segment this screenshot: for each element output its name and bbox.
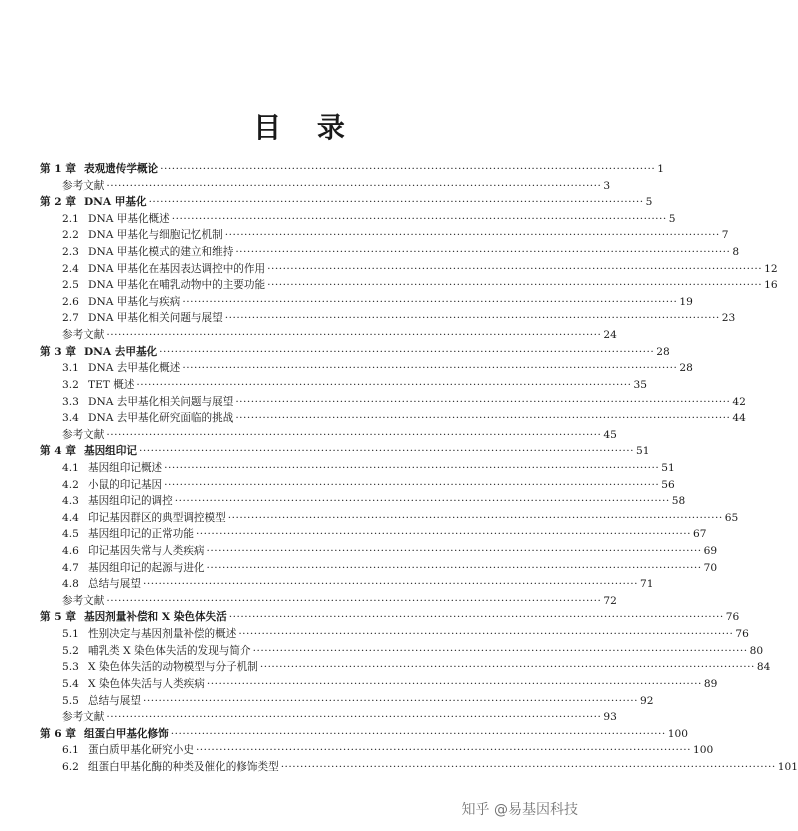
toc-title: 性别决定与基因剂量补偿的概述 <box>88 628 237 641</box>
toc-section-row <box>40 510 739 527</box>
toc-leader-dots: ································································································································ <box>252 644 748 657</box>
toc-page-number: 16 <box>764 279 778 292</box>
toc-page-number: 92 <box>640 694 654 707</box>
toc-title: DNA 甲基化 <box>84 196 147 209</box>
toc-chapter-row <box>40 443 650 460</box>
toc-page-number: 7 <box>721 229 729 242</box>
toc-leader-dots: ································································································································ <box>159 345 655 358</box>
toc-page-number: 28 <box>656 345 670 358</box>
toc-section-row <box>40 560 718 577</box>
toc-page-number: 76 <box>725 611 740 624</box>
toc-leader-dots: ································································································································ <box>106 329 602 342</box>
toc-section-row <box>40 310 736 327</box>
toc-page-number: 24 <box>603 329 617 342</box>
toc-chapter-row <box>40 161 664 178</box>
toc-title: 印记基因失常与人类疾病 <box>88 545 205 558</box>
toc-page-number: 5 <box>645 196 653 209</box>
toc-page-number: 76 <box>735 628 749 641</box>
toc-leader-dots: ································································································································ <box>206 545 702 558</box>
toc-title: DNA 去甲基化 <box>84 345 158 358</box>
toc-leader-dots: ································································································································ <box>182 295 678 308</box>
toc-title: 蛋白质甲基化研究小史 <box>88 744 194 757</box>
toc-title: 参考文献 <box>62 594 105 607</box>
toc-page-number: 23 <box>721 312 736 325</box>
toc-page-number: 101 <box>777 760 798 773</box>
toc-title: 哺乳类 X 染色体失活的发现与简介 <box>88 644 251 657</box>
toc-leader-dots: ································································································································ <box>142 694 639 707</box>
toc-leader-dots: ································································································································ <box>259 661 755 674</box>
toc-leader-dots: ································································································································ <box>195 528 691 541</box>
toc-number: 4.4 <box>62 511 79 524</box>
toc-leader-dots: ································································································································ <box>235 412 731 425</box>
toc-page-number: 58 <box>671 495 686 508</box>
toc-number: 第 1 章 <box>40 163 76 175</box>
toc-title: 基因组印记的正常功能 <box>88 528 194 541</box>
toc-page-number: 67 <box>692 528 707 541</box>
toc-page-number: 84 <box>756 661 771 674</box>
toc-title: 基因剂量补偿和 X 染色体失活 <box>84 611 227 624</box>
toc-section-row <box>40 227 729 244</box>
toc-leader-dots: ································································································································ <box>206 677 702 690</box>
toc-ref-row <box>40 427 617 444</box>
toc-leader-dots: ································································································································ <box>195 744 691 757</box>
toc-number: 3.4 <box>62 412 79 425</box>
toc-page-number: 5 <box>668 212 676 225</box>
toc-title: 表观遗传学概论 <box>84 163 159 175</box>
toc-title: 小鼠的印记基因 <box>88 478 163 491</box>
toc-leader-dots: ································································································································ <box>106 711 602 724</box>
toc-number: 5.5 <box>62 694 79 707</box>
toc-leader-dots: ································································································································ <box>174 495 670 508</box>
toc-title: DNA 甲基化模式的建立和维持 <box>88 246 234 259</box>
toc-section-row <box>40 460 675 477</box>
toc-leader-dots: ································································································································ <box>164 461 660 474</box>
toc-leader-dots: ································································································································ <box>138 445 635 458</box>
toc-title: 参考文献 <box>62 179 105 192</box>
toc-chapter-row <box>40 609 740 626</box>
toc-ref-row <box>40 709 617 726</box>
toc-number: 2.3 <box>62 246 79 259</box>
toc-section-row <box>40 394 746 411</box>
toc-title: DNA 去甲基化研究面临的挑战 <box>88 412 234 425</box>
toc-page-number: 70 <box>703 561 718 574</box>
toc-leader-dots: ································································································································ <box>267 279 763 292</box>
toc-title: 基因组印记概述 <box>88 461 163 474</box>
toc-chapter-row <box>40 726 689 743</box>
toc-title: 组蛋白甲基化酶的种类及催化的修饰类型 <box>88 760 279 773</box>
toc-title: 参考文献 <box>62 711 105 724</box>
toc-title: DNA 甲基化在基因表达调控中的作用 <box>88 262 266 275</box>
toc-leader-dots: ································································································································ <box>142 578 639 591</box>
toc-section-row <box>40 742 714 759</box>
toc-section-row <box>40 377 647 394</box>
toc-leader-dots: ································································································································ <box>160 163 656 175</box>
toc-page-number: 51 <box>661 461 675 474</box>
toc-number: 2.6 <box>62 295 79 308</box>
toc-number: 4.7 <box>62 561 79 574</box>
toc-number: 第 2 章 <box>40 196 76 209</box>
toc-number: 5.3 <box>62 661 79 674</box>
toc-ref-row <box>40 327 617 344</box>
toc-ref-row <box>40 178 611 195</box>
toc-number: 4.5 <box>62 528 79 541</box>
toc-section-row <box>40 294 693 311</box>
toc-section-row <box>40 643 764 660</box>
toc-leader-dots: ································································································································ <box>170 727 666 740</box>
toc-number: 2.1 <box>62 212 79 225</box>
watermark: 知乎 @易基因科技 <box>461 802 578 818</box>
toc-page-number: 28 <box>679 362 693 375</box>
toc-page-number: 3 <box>603 179 611 192</box>
toc-section-row <box>40 693 654 710</box>
toc-section-row <box>40 626 749 643</box>
toc-title: 基因组印记 <box>84 445 137 458</box>
toc-page-number: 100 <box>667 727 689 740</box>
toc-leader-dots: ································································································································ <box>106 594 602 607</box>
toc-title: 基因组印记的起源与进化 <box>88 561 205 574</box>
toc-section-row <box>40 526 707 543</box>
toc-title: 参考文献 <box>62 329 105 342</box>
toc-number: 4.6 <box>62 545 79 558</box>
toc-section-row <box>40 477 675 494</box>
toc-section-row <box>40 244 740 261</box>
toc-section-row <box>40 759 798 776</box>
toc-section-row <box>40 576 654 593</box>
toc-number: 6.1 <box>62 744 79 757</box>
toc-title: DNA 去甲基化相关问题与展望 <box>88 395 234 408</box>
toc-number: 2.2 <box>62 229 79 242</box>
toc-page-number: 65 <box>724 511 739 524</box>
toc-page-number: 100 <box>692 744 714 757</box>
toc-number: 第 3 章 <box>40 345 76 358</box>
toc-section-row <box>40 211 676 228</box>
toc-number: 6.2 <box>62 760 79 773</box>
toc-page-number: 8 <box>732 246 740 259</box>
toc-page-number: 35 <box>633 378 647 391</box>
toc-leader-dots: ································································································································ <box>224 312 720 325</box>
toc-section-row <box>40 410 746 427</box>
toc-page-number: 44 <box>732 412 746 425</box>
toc-number: 5.1 <box>62 628 79 641</box>
toc-section-row <box>40 261 778 278</box>
toc-page-number: 72 <box>603 594 617 607</box>
toc-section-row <box>40 676 718 693</box>
toc-title: 印记基因群区的典型调控模型 <box>88 511 226 524</box>
toc-title: DNA 甲基化在哺乳动物中的主要功能 <box>88 279 266 292</box>
toc-leader-dots: ································································································································ <box>235 246 731 259</box>
toc-title: DNA 甲基化概述 <box>88 212 170 225</box>
toc-title: 基因组印记的调控 <box>88 495 173 508</box>
toc-page-number: 69 <box>703 545 718 558</box>
toc-number: 2.4 <box>62 262 79 275</box>
toc-leader-dots: ································································································································ <box>106 428 602 441</box>
toc-number: 5.4 <box>62 677 79 690</box>
toc-page-number: 1 <box>657 163 664 175</box>
toc-section-row <box>40 277 778 294</box>
toc-title: DNA 甲基化与细胞记忆机制 <box>88 229 223 242</box>
toc-title: 总结与展望 <box>88 578 141 591</box>
toc-chapter-row <box>40 194 653 211</box>
toc-leader-dots: ································································································································ <box>224 229 720 242</box>
toc-leader-dots: ································································································································ <box>267 262 763 275</box>
toc-page-number: 89 <box>703 677 718 690</box>
toc-section-row <box>40 659 771 676</box>
toc-leader-dots: ································································································································ <box>206 561 702 574</box>
toc-page-number: 45 <box>603 428 617 441</box>
toc-leader-dots: ································································································································ <box>106 179 602 192</box>
toc-number: 4.2 <box>62 478 79 491</box>
toc-number: 4.3 <box>62 495 79 508</box>
toc-section-row <box>40 360 693 377</box>
toc-page-number: 71 <box>640 578 654 591</box>
toc-ref-row <box>40 593 617 610</box>
toc-number: 第 4 章 <box>40 445 76 458</box>
toc-page-number: 12 <box>764 262 778 275</box>
toc-leader-dots: ································································································································ <box>280 760 776 773</box>
toc-number: 4.1 <box>62 461 79 474</box>
toc-leader-dots: ································································································································ <box>136 378 632 391</box>
toc-number: 5.2 <box>62 644 79 657</box>
toc-section-row <box>40 543 718 560</box>
toc-leader-dots: ································································································································ <box>228 611 724 624</box>
toc-title: 组蛋白甲基化修饰 <box>84 727 169 740</box>
toc-number: 3.3 <box>62 395 79 408</box>
toc-title: DNA 甲基化与疾病 <box>88 295 181 308</box>
toc-chapter-row <box>40 344 670 361</box>
toc-number: 2.7 <box>62 312 79 325</box>
toc-leader-dots: ································································································································ <box>238 628 734 641</box>
page-title: 目 录 <box>253 111 347 144</box>
toc-number: 第 6 章 <box>40 727 76 740</box>
toc-number: 4.8 <box>62 578 79 591</box>
toc-number: 3.2 <box>62 378 79 391</box>
toc-page-number: 93 <box>603 711 617 724</box>
toc-leader-dots: ································································································································ <box>148 196 644 209</box>
toc-title: TET 概述 <box>88 378 135 391</box>
toc-title: DNA 甲基化相关问题与展望 <box>88 312 223 325</box>
toc-section-row <box>40 493 686 510</box>
toc-leader-dots: ································································································································ <box>227 511 723 524</box>
toc-leader-dots: ································································································································ <box>164 478 660 491</box>
toc-title: 总结与展望 <box>88 694 141 707</box>
toc-page-number: 80 <box>749 644 764 657</box>
toc-number: 第 5 章 <box>40 611 76 624</box>
toc-title: X 染色体失活的动物模型与分子机制 <box>88 661 258 674</box>
toc-number: 2.5 <box>62 279 79 292</box>
toc-title: DNA 去甲基化概述 <box>88 362 181 375</box>
toc-title: 参考文献 <box>62 428 105 441</box>
toc-leader-dots: ································································································································ <box>235 395 731 408</box>
toc-page-number: 56 <box>661 478 675 491</box>
table-of-contents <box>40 161 798 776</box>
toc-title: X 染色体失活与人类疾病 <box>88 677 205 690</box>
toc-page-number: 42 <box>732 395 746 408</box>
toc-leader-dots: ································································································································ <box>171 212 667 225</box>
toc-page-number: 51 <box>636 445 650 458</box>
toc-leader-dots: ································································································································ <box>182 362 678 375</box>
toc-number: 3.1 <box>62 362 79 375</box>
toc-page-number: 19 <box>679 295 693 308</box>
